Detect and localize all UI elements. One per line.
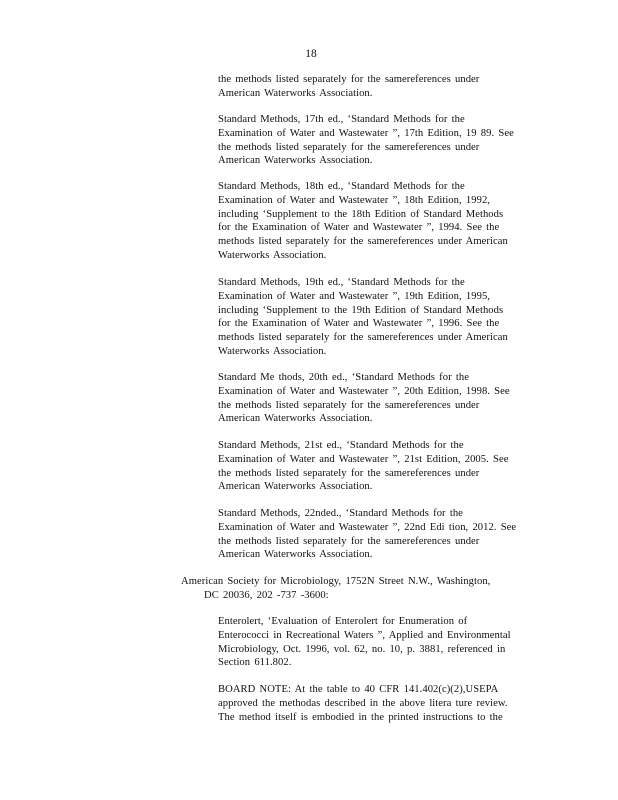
text-line: for the Examination of Water and Wastewater ”, 1996. See the <box>218 318 500 330</box>
text-line: the methods listed separately for the samereferences under <box>218 467 480 479</box>
text-line: Enterococci in Recreational Waters ”, Applied and Environmental <box>218 629 511 641</box>
reference-continuation <box>218 73 479 101</box>
text-line: the methods listed separately for the samereferences under <box>218 399 480 411</box>
text-line: DC 20036, 202 -737 -3600: <box>204 590 329 601</box>
reference-standard-methods-18th <box>218 180 508 263</box>
text-line: including ‘Supplement to the 19th Edition of Standard Methods <box>218 304 504 316</box>
text-line: the methods listed separately for the samereferences under <box>218 535 480 547</box>
text-line: Enterolert, ‘Evaluation of Enterolert for Enumeration of <box>218 616 468 627</box>
reference-standard-methods-22nd <box>218 507 516 562</box>
text-line: Standard Methods, 18th ed., ‘Standard Methods for the <box>218 181 465 192</box>
text-line: methods listed separately for the samereferences under American <box>218 236 508 248</box>
text-line: Microbiology, Oct. 1996, vol. 62, no. 10, p. 3881, referenced in <box>218 643 506 655</box>
text-line: approved the methodas described in the above litera ture review. <box>218 697 508 709</box>
reference-enterolert <box>218 615 511 670</box>
reference-standard-methods-20th <box>218 371 510 426</box>
text-line: Examination of Water and Wastewater ”, 17th Edition, 19 89. See <box>218 127 514 139</box>
text-line: Examination of Water and Wastewater ”, 21st Edition, 2005. See <box>218 453 509 465</box>
page-number: 18 <box>305 48 317 60</box>
organization-asm-address <box>181 575 490 589</box>
text-line: the methods listed separately for the samereferences under <box>218 74 480 85</box>
reference-standard-methods-17th <box>218 113 514 168</box>
text-line: The method itself is embodied in the printed instructions to the <box>218 711 503 723</box>
text-line: Examination of Water and Wastewater ”, 20th Edition, 1998. See <box>218 385 510 397</box>
board-note <box>218 683 508 724</box>
text-line: Examination of Water and Wastewater ”, 18th Edition, 1992, <box>218 194 490 206</box>
text-line: American Society for Microbiology, 1752N Street N.W., Washington, <box>181 576 491 587</box>
reference-standard-methods-21st <box>218 439 508 494</box>
text-line: Standard Methods, 19th ed., ‘Standard Methods for the <box>218 277 465 288</box>
text-line: Standard Methods, 22nded., ‘Standard Methods for the <box>218 508 463 519</box>
text-line: Standard Methods, 17th ed., ‘Standard Methods for the <box>218 114 465 125</box>
text-line: Examination of Water and Wastewater ”, 22nd Edi tion, 2012. See <box>218 521 517 533</box>
organization-asm-address-continued <box>204 589 329 603</box>
text-line: for the Examination of Water and Wastewater ”, 1994. See the <box>218 222 500 234</box>
text-line: Waterworks Association. <box>218 249 327 261</box>
text-line: Standard Me thods, 20th ed., ‘Standard Methods for the <box>218 372 469 383</box>
text-line: Examination of Water and Wastewater ”, 19th Edition, 1995, <box>218 290 490 302</box>
text-line: American Waterworks Association. <box>218 549 373 561</box>
text-line: American Waterworks Association. <box>218 481 373 493</box>
text-line: including ‘Supplement to the 18th Edition of Standard Methods <box>218 208 504 220</box>
text-line: methods listed separately for the samereferences under American <box>218 332 508 344</box>
text-line: American Waterworks Association. <box>218 413 373 425</box>
text-line: Section 611.802. <box>218 657 292 669</box>
text-line: Waterworks Association. <box>218 345 327 357</box>
text-line: American Waterworks Association. <box>218 155 373 167</box>
text-line: Standard Methods, 21st ed., ‘Standard Methods for the <box>218 440 464 451</box>
text-line: American Waterworks Association. <box>218 87 373 99</box>
text-line: BOARD NOTE: At the table to 40 CFR 141.402(c)(2),USEPA <box>218 684 499 695</box>
text-line: the methods listed separately for the samereferences under <box>218 141 480 153</box>
reference-standard-methods-19th <box>218 276 508 359</box>
